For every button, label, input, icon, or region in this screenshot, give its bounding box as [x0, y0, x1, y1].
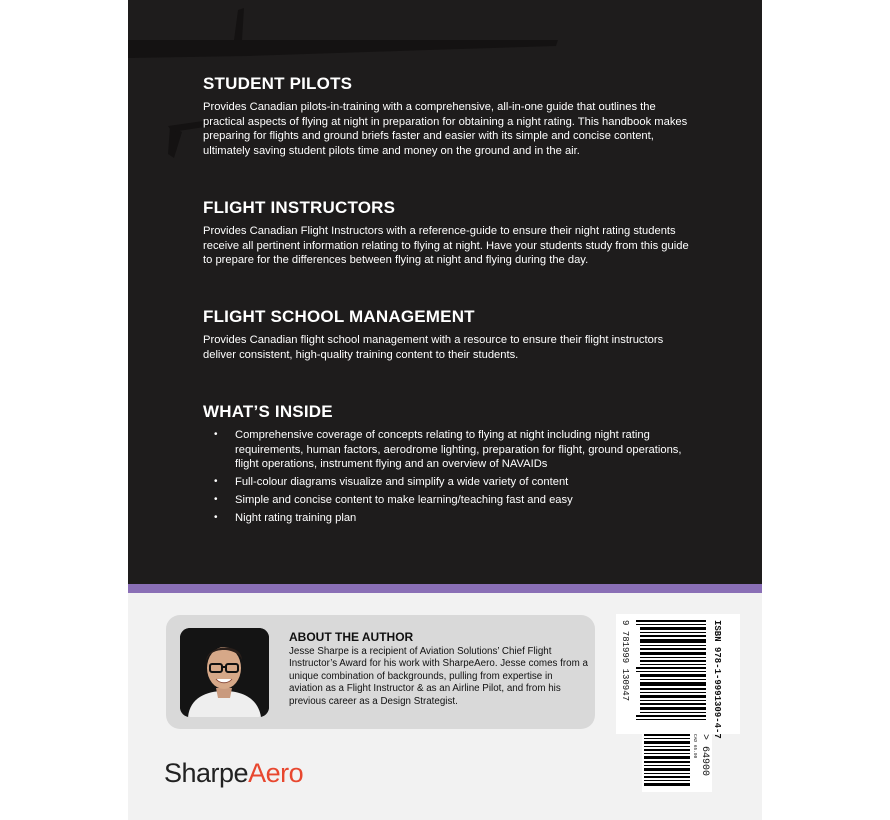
author-bio: Jesse Sharpe is a recipient of Aviation Solutions’ Chief Flight Instructor’s Award for his work with SharpeAero. Jesse comes from a unique combination of backgrounds, pulling from expertise in aviation as a Flight Instructor & as an Airline Pilot, and from his previous career as a Design Strategist.: [289, 646, 588, 707]
author-heading: ABOUT THE AUTHOR: [289, 630, 414, 644]
flight-school-management-section: [203, 307, 693, 362]
price-digits: > 64900: [699, 734, 710, 777]
section-body: Provides Canadian pilots-in-training with a comprehensive, all-in-one guide that outlines the practical aspects of flying at night in preparation for obtaining a night rating. This handbook makes preparing for flights and ground briefs faster and easier with its simple and concise content, ultimately saving student pilots time and money on the ground and in the air.: [203, 101, 688, 157]
inside-list: [203, 428, 693, 526]
barcode-digits: 9 781999 130947: [620, 620, 630, 702]
section-body: Provides Canadian flight school management with a resource to ensure their flight instructors deliver consistent, high-quality training content to their students.: [203, 334, 664, 361]
price-barcode: [642, 732, 712, 792]
section-heading: FLIGHT INSTRUCTORS: [203, 198, 396, 217]
person-portrait-icon: [180, 628, 269, 717]
author-photo: [180, 628, 269, 717]
logo-part-sharpe: Sharpe: [164, 758, 249, 788]
section-heading: WHAT’S INSIDE: [203, 402, 333, 421]
section-body: Provides Canadian Flight Instructors with a reference-guide to ensure their night rating students receive all pertinent information relating to flying at night. Have your students study from this guide to prepare for the differences between flying at night and flying during the day.: [203, 225, 689, 267]
book-back-cover: [128, 0, 762, 820]
section-heading: FLIGHT SCHOOL MANAGEMENT: [203, 307, 475, 326]
list-item: • Simple and concise content to make learning/teaching fast and easy: [235, 493, 693, 508]
isbn-label: ISBN 978-1-9991309-4-7: [712, 620, 722, 739]
flight-instructors-section: [203, 198, 693, 268]
author-text: [289, 630, 589, 708]
list-item: • Comprehensive coverage of concepts relating to flying at night including night rating requirements, human factors, aerodrome lighting, preparation for flight, ground operations, flight operations, instrument flying and an overview of NAVAIDs: [235, 428, 693, 472]
whats-inside-section: [203, 402, 693, 530]
sharpeaero-logo: [164, 758, 303, 789]
section-heading: STUDENT PILOTS: [203, 74, 353, 93]
list-item: • Night rating training plan: [235, 511, 693, 526]
logo-part-aero: Aero: [248, 758, 304, 788]
student-pilots-section: [203, 74, 693, 158]
purple-stripe: [128, 584, 762, 593]
author-card: [166, 615, 595, 729]
isbn-barcode: [616, 614, 740, 739]
dark-panel: [128, 0, 762, 584]
list-item: • Full-colour diagrams visualize and simplify a wide variety of content: [235, 475, 693, 490]
price-code: CAD 65.00: [692, 734, 697, 759]
